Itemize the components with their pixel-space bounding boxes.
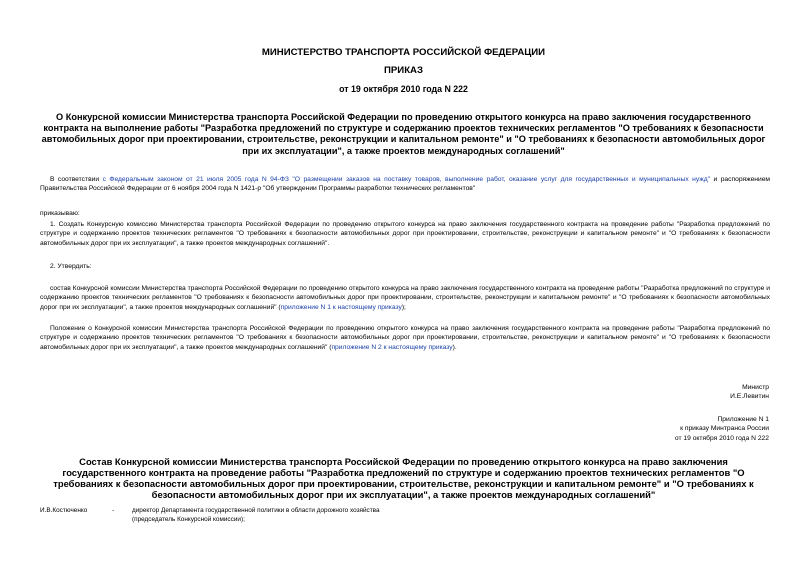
signature-name: И.Е.Левитин	[730, 393, 769, 401]
appendix-label: Приложение N 1	[717, 416, 769, 423]
appendix-date: от 19 октября 2010 года N 222	[674, 434, 769, 442]
item-2a-end: );	[401, 303, 406, 311]
order-date-number: от 19 октября 2010 года N 222	[339, 84, 468, 94]
appendix-reference	[529, 415, 769, 443]
appendix-ref: к приказу Минтранса России	[680, 425, 769, 433]
item-2-paragraph: 2. Утвердить:	[50, 263, 92, 270]
item-2a-paragraph	[40, 284, 770, 312]
item-2b-paragraph	[40, 324, 770, 352]
member-name: И.В.Костюченко	[40, 507, 88, 514]
item-2a-text: состав Конкурсной комиссии Министерства транспорта Российской Федерации по проведению открытого конкурса на право заключения государственного контракта на проведение работы "Разработка предложений по структуре и содержанию проектов технических регламентов "О требованиях к безопасности автомобильных дорог при проектировании, строительстве, реконструкции и капитальном ремонте" и "О требованиях к безопасности автомобильных дорог при их эксплуатации", а также проектов международных соглашений" (	[40, 285, 770, 311]
member-dash: -	[112, 507, 115, 514]
item-1-paragraph: 1. Создать Конкурсную комиссию Министерства транспорта Российской Федерации по проведению открытого конкурса на право заключения государственного контракта на проведение работы "Разработка предложений по структуре и содержанию проектов технических регламентов "О требованиях к безопасности автомобильных дорог при проектировании, строительстве, реконструкции и капитальном ремонте" и "О требованиях к безопасности автомобильных дорог при их эксплуатации", а также проектов международных соглашений".	[40, 221, 770, 247]
item-2b-end: ).	[452, 343, 457, 351]
signature-block	[529, 383, 769, 402]
order-word: приказываю:	[40, 210, 80, 217]
doc-type-heading: ПРИКАЗ	[384, 65, 423, 76]
appendix-2-link[interactable]: приложение N 2 к настоящему приказу	[331, 343, 453, 351]
federal-law-link[interactable]: с Федеральным законом от 21 июля 2005 года N 94-ФЗ "О размещении заказов на поставку товаров, выполнение работ, оказание услуг для государственных и муниципальных нужд"	[102, 176, 711, 183]
ministry-heading: МИНИСТЕРСТВО ТРАНСПОРТА РОССИЙСКОЙ ФЕДЕРАЦИИ	[261, 47, 546, 58]
order-title: О Конкурсной комиссии Министерства транспорта Российской Федерации по проведению открытого конкурса на право заключения государственного контракта на выполнение работы "Разработка предложений по структуре и содержанию проектов технических регламентов "О требованиях к безопасности автомобильных дорог при проектировании, строительстве, реконструкции и капитальном ремонте" и "О требованиях к безопасности автомобильных дорог при их эксплуатации", а также проектов международных соглашений"	[41, 112, 766, 156]
preamble-conj: и	[710, 176, 721, 183]
appendix-1-link[interactable]: приложение N 1 к настоящему приказу	[280, 303, 402, 311]
preamble-intro: В соответствии	[50, 176, 103, 183]
member-position: директор Департамента государственной политики в области дорожного хозяйства (председатель Конкурсной комиссии);	[132, 507, 380, 523]
appendix-title: Состав Конкурсной комиссии Министерства транспорта Российской Федерации по проведению открытого конкурса на право заключения государственного контракта на проведение работы "Разработка предложений по структуре и содержанию проектов технических регламентов "О требованиях к безопасности автомобильных дорог при проектировании, строительстве, реконструкции и капитальном ремонте" и "О требованиях к безопасности автомобильных дорог при их эксплуатации", а также проектов международных соглашений"	[53, 456, 754, 500]
government-decree-text: распоряжением Правительства Российской Федерации от 6 ноября 2004 года N 1421-р "Об утверждении Программы разработки технических регламентов"	[40, 176, 771, 193]
preamble-paragraph	[40, 175, 770, 194]
item-2b-text: Положение о Конкурсной комиссии Министерства транспорта Российской Федерации по проведению открытого конкурса на право заключения государственного контракта на проведение работы "Разработка предложений по структуре и содержанию проектов технических регламентов "О требованиях к безопасности автомобильных дорог при проектировании, строительстве, реконструкции и капитальном ремонте" и "О требованиях к безопасности автомобильных дорог при их эксплуатации", а также проектов международных соглашений" (	[40, 325, 770, 351]
signature-position: Министр	[742, 384, 769, 391]
